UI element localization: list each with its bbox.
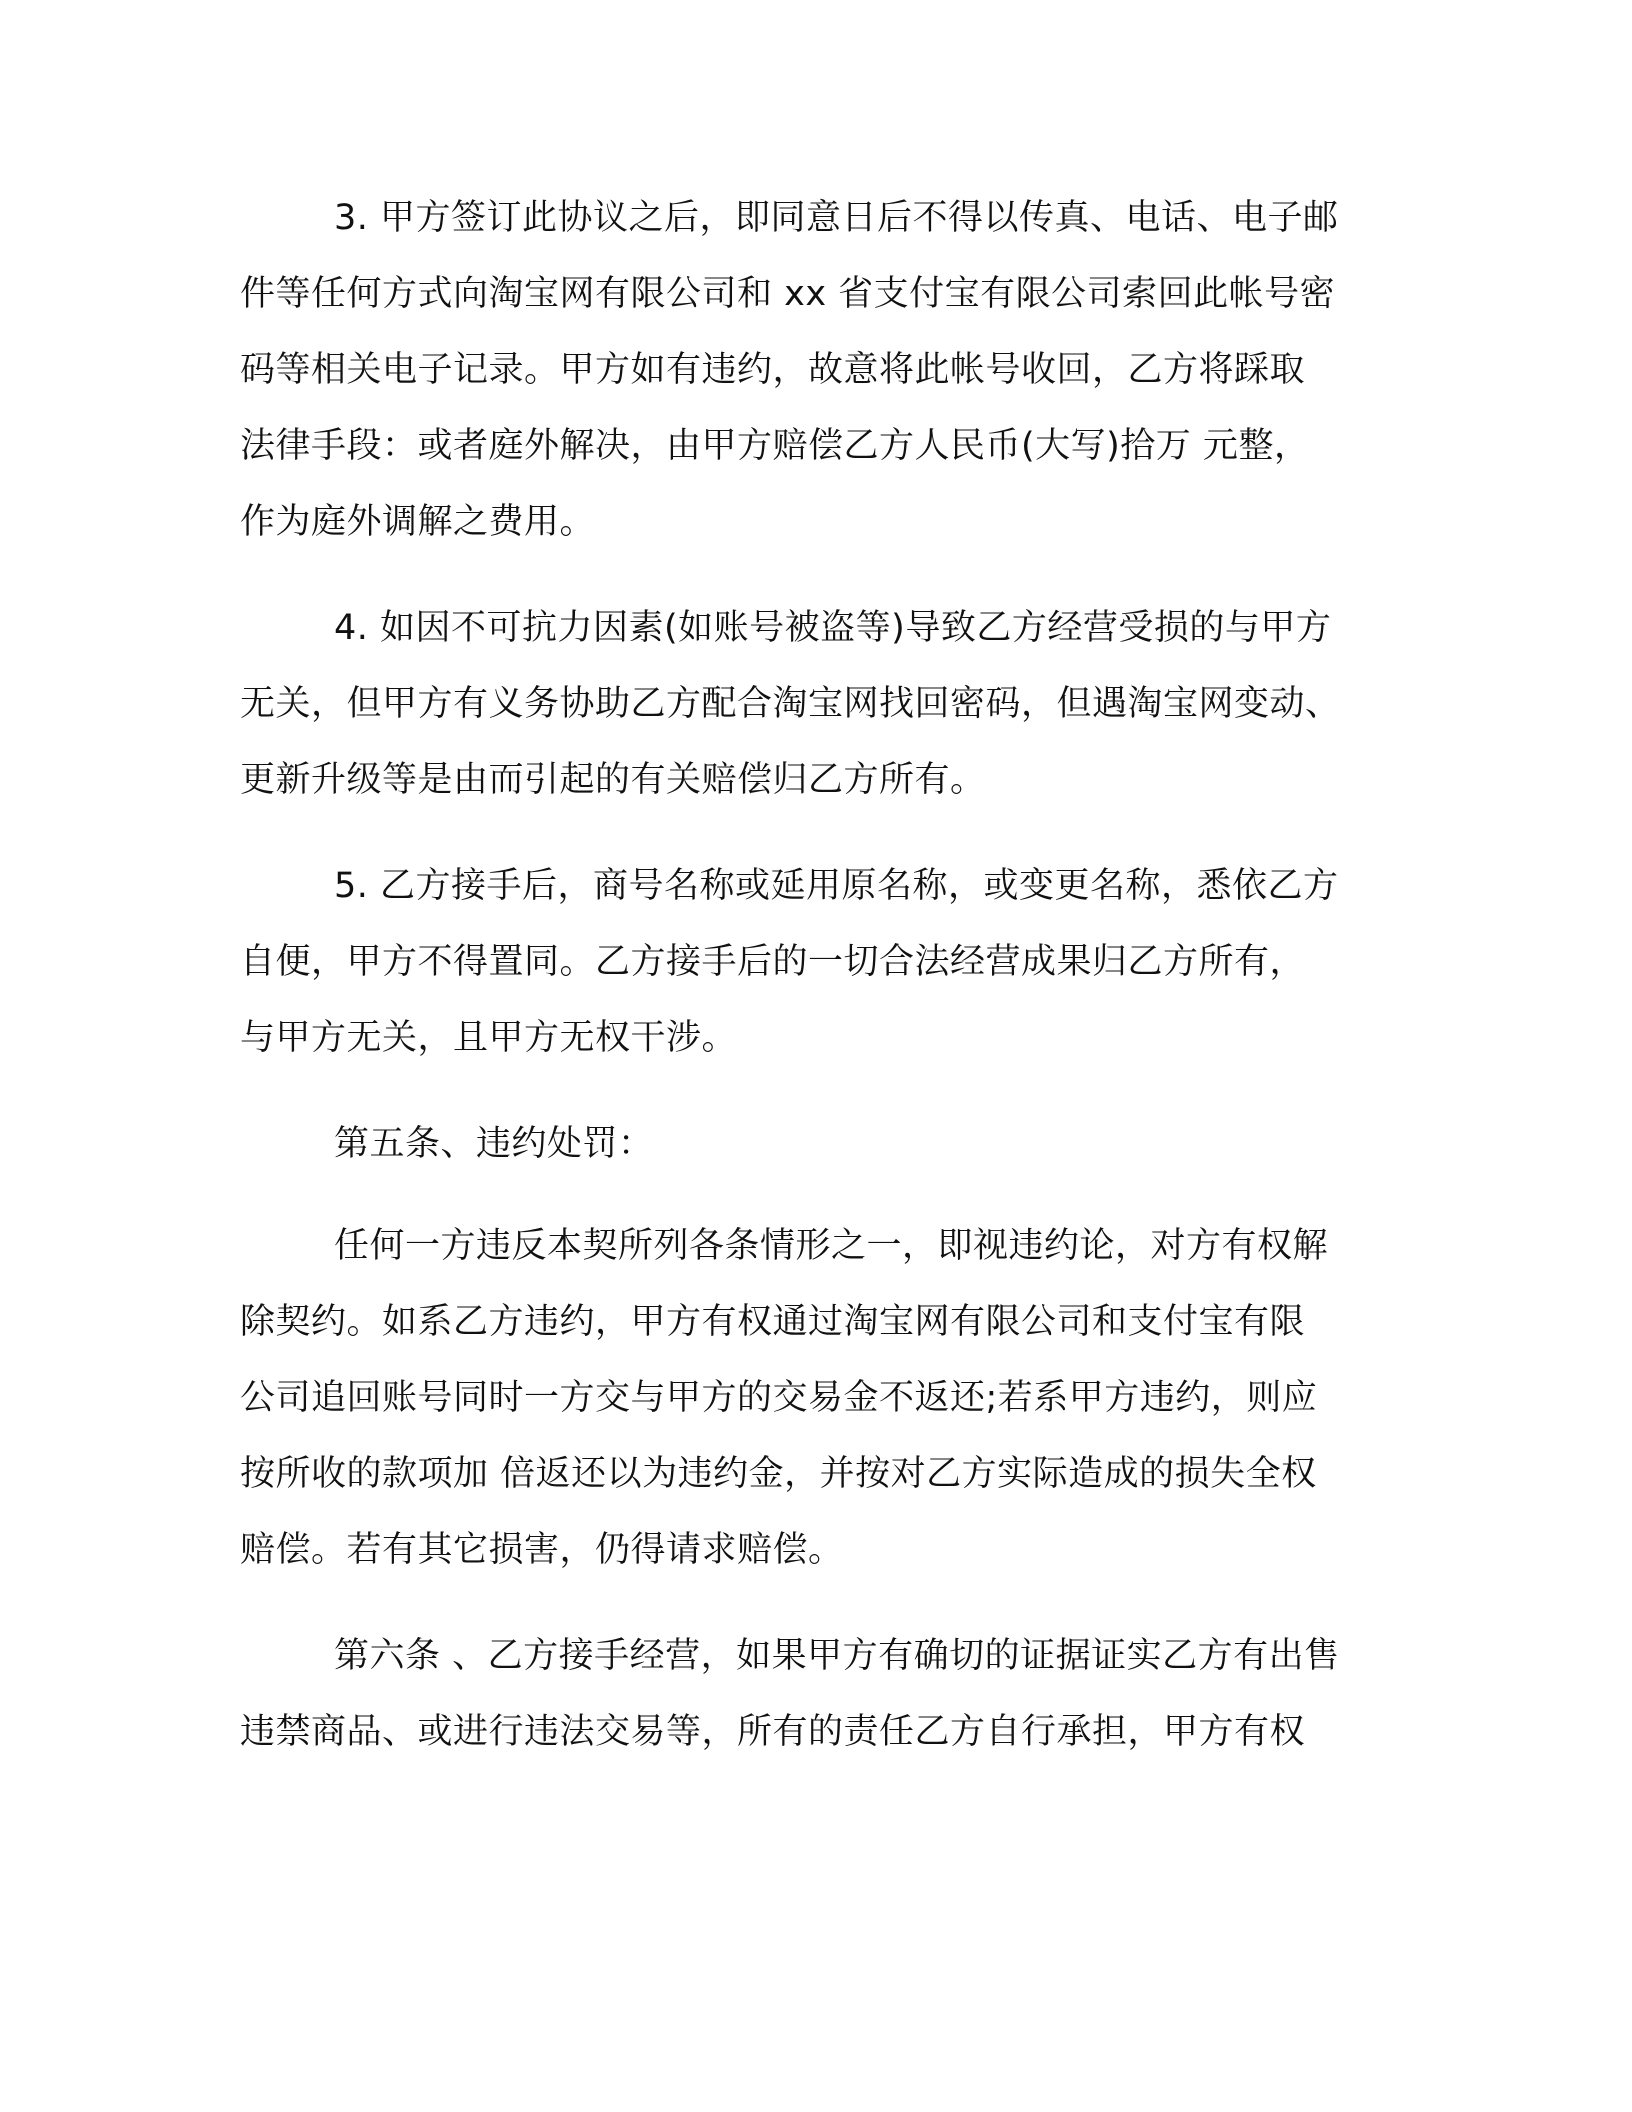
para3-line-3: 码等相关电子记录。甲方如有违约，故意将此帐号收回，乙方将踩取 (240, 350, 1306, 390)
para5-line-2: 自便，甲方不得置同。乙方接手后的一切合法经营成果归乙方所有， (240, 942, 1306, 982)
article5-heading: 第五条、违约处罚： (334, 1124, 654, 1164)
para5-line-1: 5. 乙方接手后，商号名称或延用原名称，或变更名称，悉依乙方 (334, 866, 1339, 906)
para4-line-3: 更新升级等是由而引起的有关赔偿归乙方所有。 (240, 760, 986, 800)
para3-line-4: 法律手段：或者庭外解决，由甲方赔偿乙方人民币(大写)拾万 元整， (240, 426, 1310, 466)
para3-line-5: 作为庭外调解之费用。 (240, 502, 596, 542)
article5-line-5: 赔偿。若有其它损害，仍得请求赔偿。 (240, 1530, 844, 1570)
article5-line-3: 公司追回账号同时一方交与甲方的交易金不返还;若系甲方违约，则应 (240, 1378, 1318, 1418)
para4-line-1: 4. 如因不可抗力因素(如账号被盗等)导致乙方经营受损的与甲方 (334, 608, 1332, 648)
article6-line-2: 违禁商品、或进行违法交易等，所有的责任乙方自行承担，甲方有权 (240, 1712, 1306, 1752)
article5-line-4: 按所收的款项加 倍返还以为违约金，并按对乙方实际造成的损失全权 (240, 1454, 1317, 1494)
article5-line-1: 任何一方违反本契所列各条情形之一，即视违约论，对方有权解 (334, 1226, 1329, 1266)
para5-line-3: 与甲方无关，且甲方无权干涉。 (240, 1018, 738, 1058)
article5-line-2: 除契约。如系乙方违约，甲方有权通过淘宝网有限公司和支付宝有限 (240, 1302, 1306, 1342)
para3-line-1: 3. 甲方签订此协议之后，即同意日后不得以传真、电话、电子邮 (334, 198, 1339, 238)
para4-line-2: 无关，但甲方有义务协助乙方配合淘宝网找回密码，但遇淘宝网变动、 (240, 684, 1341, 724)
para3-line-2: 件等任何方式向淘宝网有限公司和 xx 省支付宝有限公司索回此帐号密 (240, 274, 1336, 314)
article6-line-1: 第六条 、乙方接手经营，如果甲方有确切的证据证实乙方有出售 (334, 1636, 1340, 1676)
